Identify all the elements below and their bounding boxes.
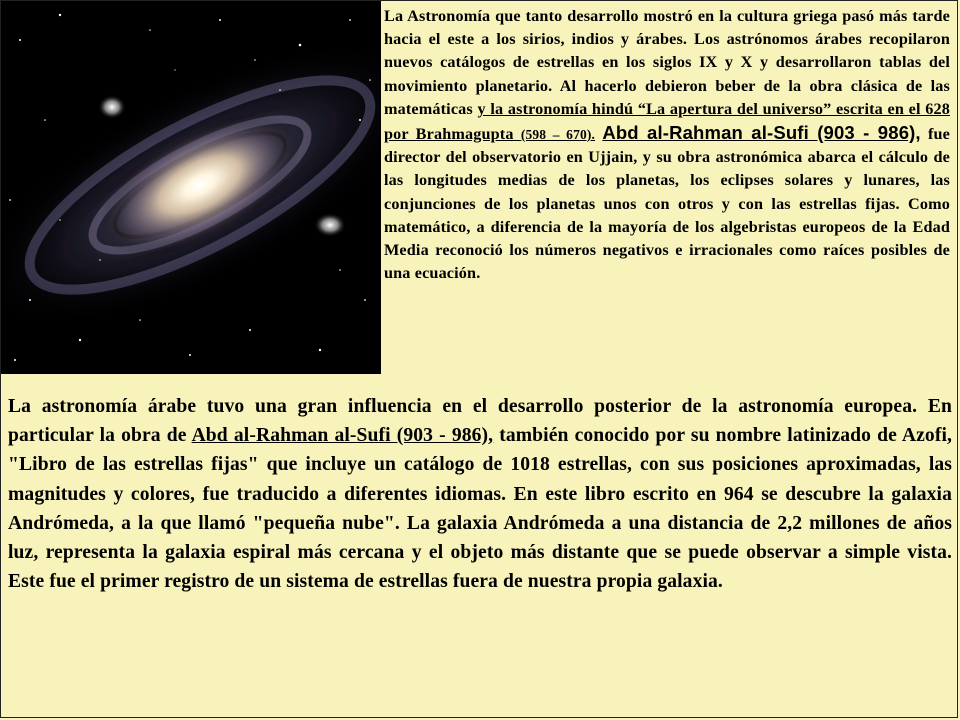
andromeda-galaxy-illustration: [0, 0, 381, 374]
top-paragraph: [384, 5, 950, 285]
brahmagupta-dates-link[interactable]: (598 – 670).: [520, 127, 596, 143]
bottom-paragraph-rest: también conocido por su nombre latinizado de Azofi, "Libro de las estrellas fijas" que incluye un catálogo de 1018 estrellas, con sus posiciones aproximadas, las magnitudes y colores, fue traducido a diferentes idiomas. En este libro escrito en 964 se descubre la galaxia Andrómeda, a la que llamó "pequeña nube". La galaxia Andrómeda a una distancia de 2,2 millones de años luz, representa la galaxia espiral más cercana y el objeto más distante que se puede observar a simple vista. Este fue el primer registro de un sistema de estrellas fuera de nuestra propia galaxia.: [8, 425, 952, 593]
bottom-paragraph: [8, 392, 952, 596]
top-paragraph-rest: fue director del observatorio en Ujjain, y su obra astronómica abarca el cálculo de las longitudes medias de los planetas, los eclipses solares y lunares, las conjunciones de los planetas unos con otros y con las estrellas fijas. Como matemático, a diferencia de la mayoría de los algebristas europeos de la Edad Media reconoció los números negativos e irracionales como raíces posibles de una ecuación.: [384, 125, 950, 283]
al-sufi-link[interactable]: Abd al-Rahman al-Sufi (903 - 986),: [602, 122, 921, 144]
hindu-astronomy-link[interactable]: y la astronomía hindú “La apertura del universo” escrita en el 628 por Brahmagupta: [384, 99, 950, 144]
bottom-paragraph-intro: La astronomía árabe tuvo una gran influencia en el desarrollo posterior de la astronomía europea. En particular la obra de: [8, 396, 952, 447]
galaxy-image: [0, 0, 381, 374]
al-sufi-bottom-link[interactable]: Abd al-Rahman al-Sufi (903 - 986),: [191, 425, 494, 447]
top-paragraph-intro: La Astronomía que tanto desarrollo mostró en la cultura griega pasó más tarde hacia el este a los sirios, indios y árabes. Los astrónomos árabes recopilaron nuevos catálogos de estrellas en los siglos IX y X y desarrollaron tablas del movimiento planetario. Al hacerlo debieron beber de la obra clásica de las matemáticas: [384, 7, 950, 118]
